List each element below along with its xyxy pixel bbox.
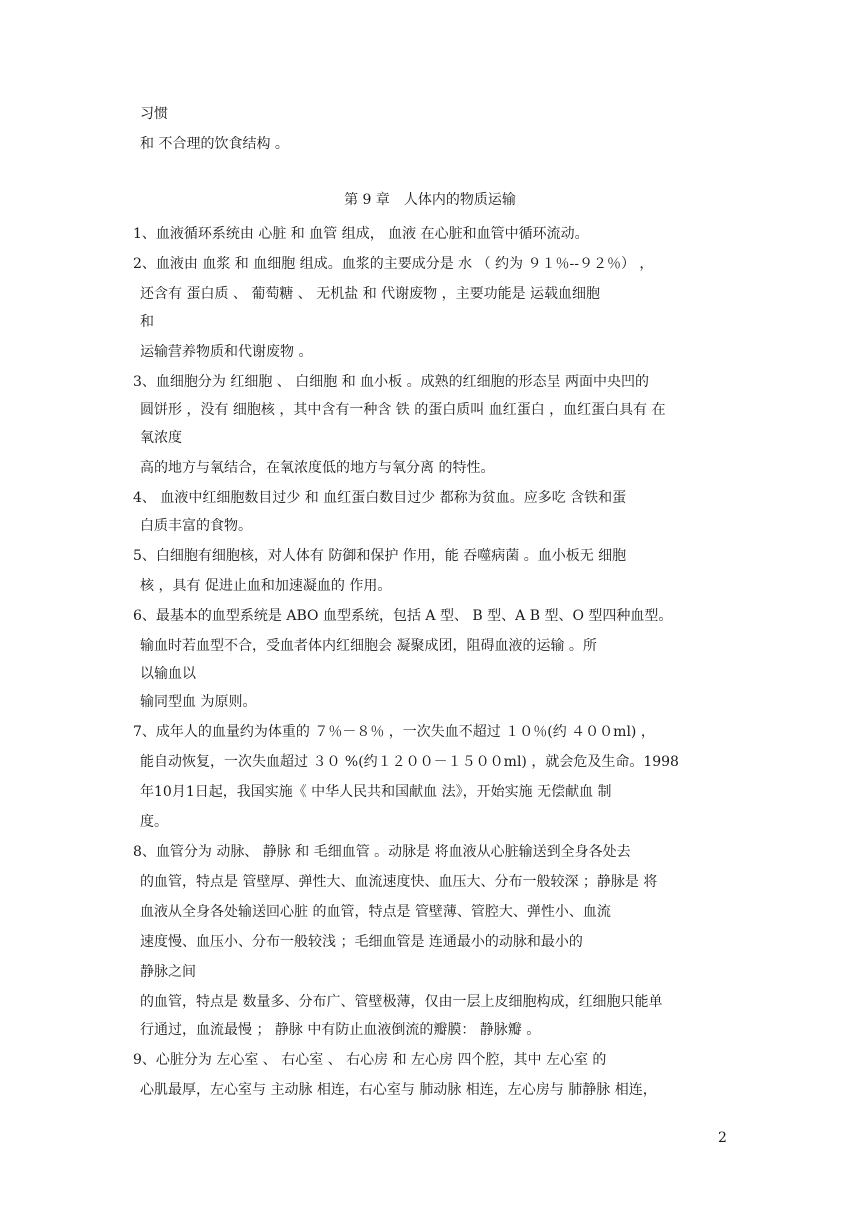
text-line: 和 xyxy=(140,314,154,330)
page-number: 2 xyxy=(718,1130,727,1146)
text-line: 圆饼形 ，没有 细胞核 ，其中含有一种含 铁 的蛋白质叫 血红蛋白 ，血红蛋白具有 在 xyxy=(140,402,666,418)
text-line: 和 不合理的饮食结构 。 xyxy=(140,136,289,152)
text-line: 还含有 蛋白质 、 葡萄糖 、 无机盐 和 代谢废物 ，主要功能是 运载血细胞 xyxy=(140,286,601,302)
chapter-title: 第 9 章 人体内的物质运输 xyxy=(344,192,516,208)
text-line: 3、血细胞分为 红细胞 、 白细胞 和 血小板 。成熟的红细胞的形态呈 两面中央凹的 xyxy=(133,374,650,390)
text-line: 6、最基本的血型系统是 ABO 血型系统，包括 A 型、 B 型、A B 型、O 型四种血型。 xyxy=(133,608,673,624)
text-line: 以输血以 xyxy=(140,666,196,682)
text-line: 静脉之间 xyxy=(140,964,196,980)
text-line: 习惯 xyxy=(140,106,168,122)
text-line: 7、成年人的血量约为体重的 ７％－８％ ，一次失血不超过 １０％(约 ４００ml) ， xyxy=(133,724,655,740)
text-line: 年10月1日起，我国实施《 中华人民共和国献血 法》，开始实施 无偿献血 制 xyxy=(140,784,612,800)
text-line: 心肌最厚，左心室与 主动脉 相连，右心室与 肺动脉 相连，左心房与 肺静脉 相连， xyxy=(140,1082,657,1098)
text-line: 1、血液循环系统由 心脏 和 血管 组成， 血液 在心脏和血管中循环流动。 xyxy=(133,226,589,242)
text-line: 的血管，特点是 数量多、分布广、管壁极薄，仅由一层上皮细胞构成，红细胞只能单 xyxy=(140,994,663,1010)
text-line: 运输营养物质和代谢废物 。 xyxy=(140,344,313,360)
text-line: 4、 血液中红细胞数目过少 和 血红蛋白数目过少 都称为贫血。应多吃 含铁和蛋 xyxy=(133,490,627,506)
text-line: 能自动恢复，一次失血超过 ３０ %(约１２００－１５００ml) ，就会危及生命。1998 xyxy=(140,754,679,770)
text-line: 高的地方与氧结合，在氧浓度低的地方与氧分离 的特性。 xyxy=(140,460,495,476)
text-line: 输血时若血型不合，受血者体内红细胞会 凝聚成团，阻碍血液的运输 。所 xyxy=(140,638,597,654)
text-line: 白质丰富的食物。 xyxy=(140,518,252,534)
text-line: 氧浓度 xyxy=(140,430,182,446)
text-line: 2、血液由 血浆 和 血细胞 组成。血浆的主要成分是 水 （ 约为 ９１％--９２％） ， xyxy=(133,256,654,272)
text-line: 9、心脏分为 左心室 、 右心室 、 右心房 和 左心房 四个腔，其中 左心室 的 xyxy=(133,1052,607,1068)
text-line: 8、血管分为 动脉、 静脉 和 毛细血管 。动脉是 将血液从心脏输送到全身各处去 xyxy=(133,844,631,860)
text-line: 血液从全身各处输送回心脏 的血管，特点是 管壁薄、管腔大、弹性小、血流 xyxy=(140,904,611,920)
text-line: 输同型血 为原则。 xyxy=(140,694,257,710)
text-line: 行通过，血流最慢 ； 静脉 中有防止血液倒流的瓣膜： 静脉瓣 。 xyxy=(140,1022,541,1038)
text-line: 速度慢、血压小、分布一般较浅 ；毛细血管是 连通最小的动脉和最小的 xyxy=(140,934,583,950)
text-line: 核 ，具有 促进止血和加速凝血的 作用。 xyxy=(140,578,392,594)
text-line: 5、白细胞有细胞核，对人体有 防御和保护 作用，能 吞噬病菌 。血小板无 细胞 xyxy=(133,548,627,564)
text-line: 的血管，特点是 管壁厚、弹性大、血流速度快、血压大、分布一般较深 ；静脉是 将 xyxy=(140,874,658,890)
text-line: 度。 xyxy=(140,814,168,830)
